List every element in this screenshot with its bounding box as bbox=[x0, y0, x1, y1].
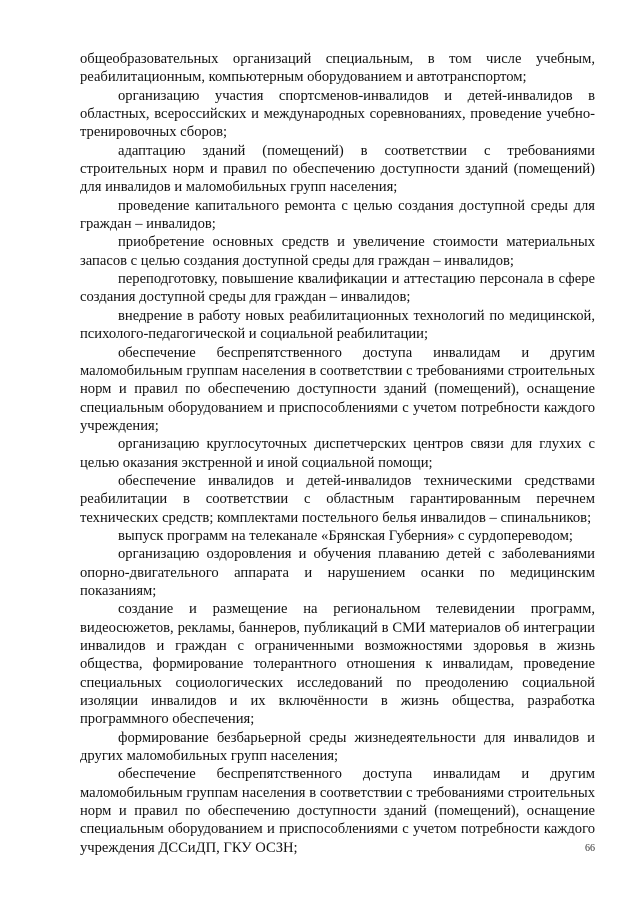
document-body bbox=[80, 50, 595, 857]
paragraph: организацию участия спортсменов-инвалидов и детей-инвалидов в областных, всероссийских и международных соревнованиях, проведение учебно-тренировочных сборов; bbox=[80, 87, 595, 141]
paragraph: организацию круглосуточных диспетчерских центров связи для глухих с целью оказания экстренной и иной социальной помощи; bbox=[80, 436, 595, 471]
paragraph: внедрение в работу новых реабилитационных технологий по медицинской, психолого-педагогической и социальной реабилитации; bbox=[80, 307, 595, 343]
paragraph: обеспечение инвалидов и детей-инвалидов техническими средствами реабилитации в соответствии с областным гарантированным перечнем технических средств; комплектами постельного белья инвалидов – спинальников; bbox=[80, 472, 595, 526]
paragraph-continuation: общеобразовательных организаций специальным, в том числе учебным, реабилитационным, компьютерным оборудованием и автотранспортом; bbox=[80, 51, 595, 86]
paragraph: переподготовку, повышение квалификации и аттестацию персонала в сфере создания доступной среды для граждан – инвалидов; bbox=[80, 271, 595, 306]
paragraph: организацию оздоровления и обучения плаванию детей с заболеваниями опорно-двигательного аппарата и нарушением осанки по медицинским показаниям; bbox=[80, 546, 595, 599]
paragraph: выпуск программ на телеканале «Брянская Губерния» с сурдопереводом; bbox=[118, 527, 573, 544]
paragraph: обеспечение беспрепятственного доступа инвалидам и другим маломобильным группам населения в соответствии с требованиями строительных норм и правил по обеспечению доступности зданий (помещений), оснащение специальным оборудованием и приспособлениями с учетом потребности каждого учреждения ДССиДП, ГКУ ОСЗН; bbox=[80, 766, 595, 856]
paragraph: приобретение основных средств и увеличение стоимости материальных запасов с целью создания доступной среды для граждан – инвалидов; bbox=[80, 234, 595, 269]
paragraph: проведение капитального ремонта с целью создания доступной среды для граждан – инвалидов; bbox=[80, 197, 595, 233]
paragraph: адаптацию зданий (помещений) в соответствии с требованиями строительных норм и правил по обеспечению доступности зданий (помещений) для инвалидов и маломобильных групп населения; bbox=[80, 142, 595, 196]
paragraph: обеспечение беспрепятственного доступа инвалидам и другим маломобильным группам населения в соответствии с требованиями строительных норм и правил по обеспечению доступности зданий (помещений), оснащение специальным оборудованием и приспособлениями с учетом потребности каждого учреждения; bbox=[80, 344, 595, 434]
paragraph: формирование безбарьерной среды жизнедеятельности для инвалидов и других маломобильных групп населения; bbox=[80, 729, 595, 765]
page-number: 66 bbox=[585, 843, 595, 854]
paragraph: создание и размещение на региональном телевидении программ, видеосюжетов, рекламы, баннеров, публикаций в СМИ материалов об интеграции инвалидов и граждан с ограниченными возможностями здоровья в жизнь общества, формирование толерантного отношения к инвалидам, проведение специальных социологических исследований по преодолению социальной изоляции инвалидов и их включённости в жизнь общества, разработка программного обеспечения; bbox=[80, 601, 595, 728]
